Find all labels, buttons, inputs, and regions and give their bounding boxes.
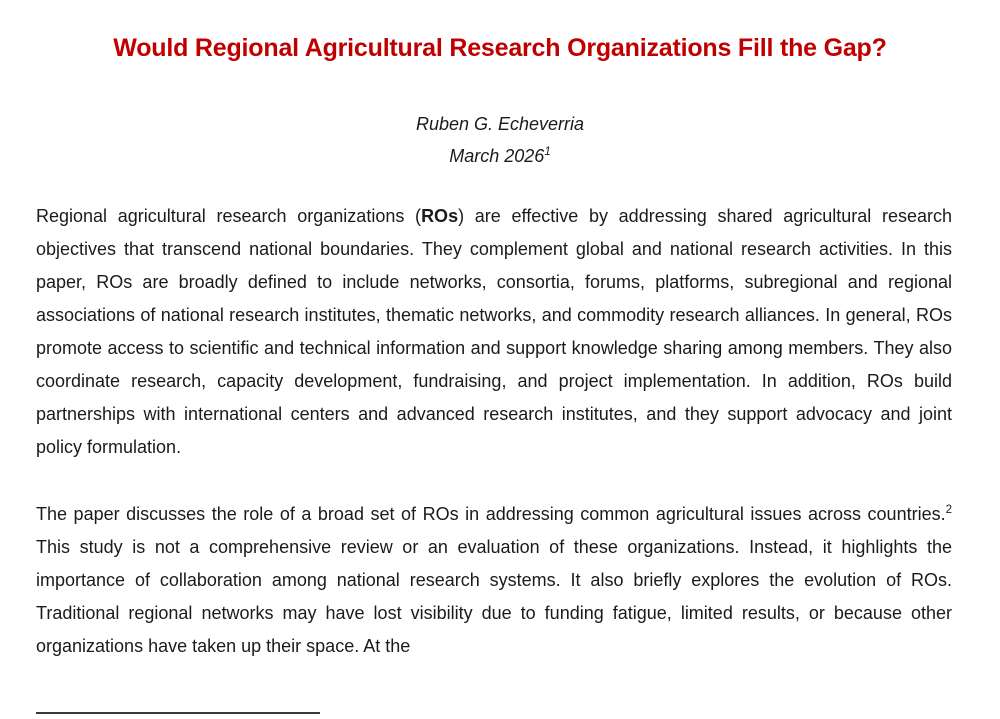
- scope-paragraph-text-before-marker: The paper discusses the role of a broad set of ROs in addressing common agricultural issues across countries.: [36, 504, 946, 524]
- scope-paragraph-text-after-marker: This study is not a comprehensive review or an evaluation of these organizations. Instead, it highlights the importance of collaboration among national research systems. It also briefly explores the evolution of ROs. Traditional regional networks may have lost visibility due to funding fatigue, limited results, or because other organizations have taken up their space. At the: [36, 537, 952, 656]
- publication-date-line: [0, 140, 1000, 172]
- byline: [0, 108, 1000, 172]
- intro-paragraph-text-before-bold: Regional agricultural research organizations (: [36, 206, 422, 226]
- publication-date: March 2026: [449, 146, 545, 166]
- author-name: Ruben G. Echeverria: [415, 114, 585, 134]
- footnote-separator: [36, 712, 320, 714]
- intro-paragraph-text-after-bold: ) are effective by addressing shared agricultural research objectives that transcend national boundaries. They complement global and national research activities. In this paper, ROs are broadly defined to include networks, consortia, forums, platforms, subregional and regional associations of national research institutes, thematic networks, and commodity research alliances. In general, ROs promote access to scientific and technical information and support knowledge sharing among members. They also coordinate research, capacity development, fundraising, and project implementation. In addition, ROs build partnerships with international centers and advanced research institutes, and they support advocacy and joint policy formulation.: [36, 206, 952, 457]
- page-title: Would Regional Agricultural Research Organizations Fill the Gap?: [113, 34, 887, 62]
- intro-paragraph: [36, 200, 952, 464]
- scope-paragraph: [36, 498, 952, 663]
- date-footnote-marker: 1: [544, 146, 551, 158]
- bold-term-ros: ROs: [421, 206, 459, 226]
- footnote-marker-2: 2: [945, 504, 952, 516]
- document-body: [36, 200, 952, 663]
